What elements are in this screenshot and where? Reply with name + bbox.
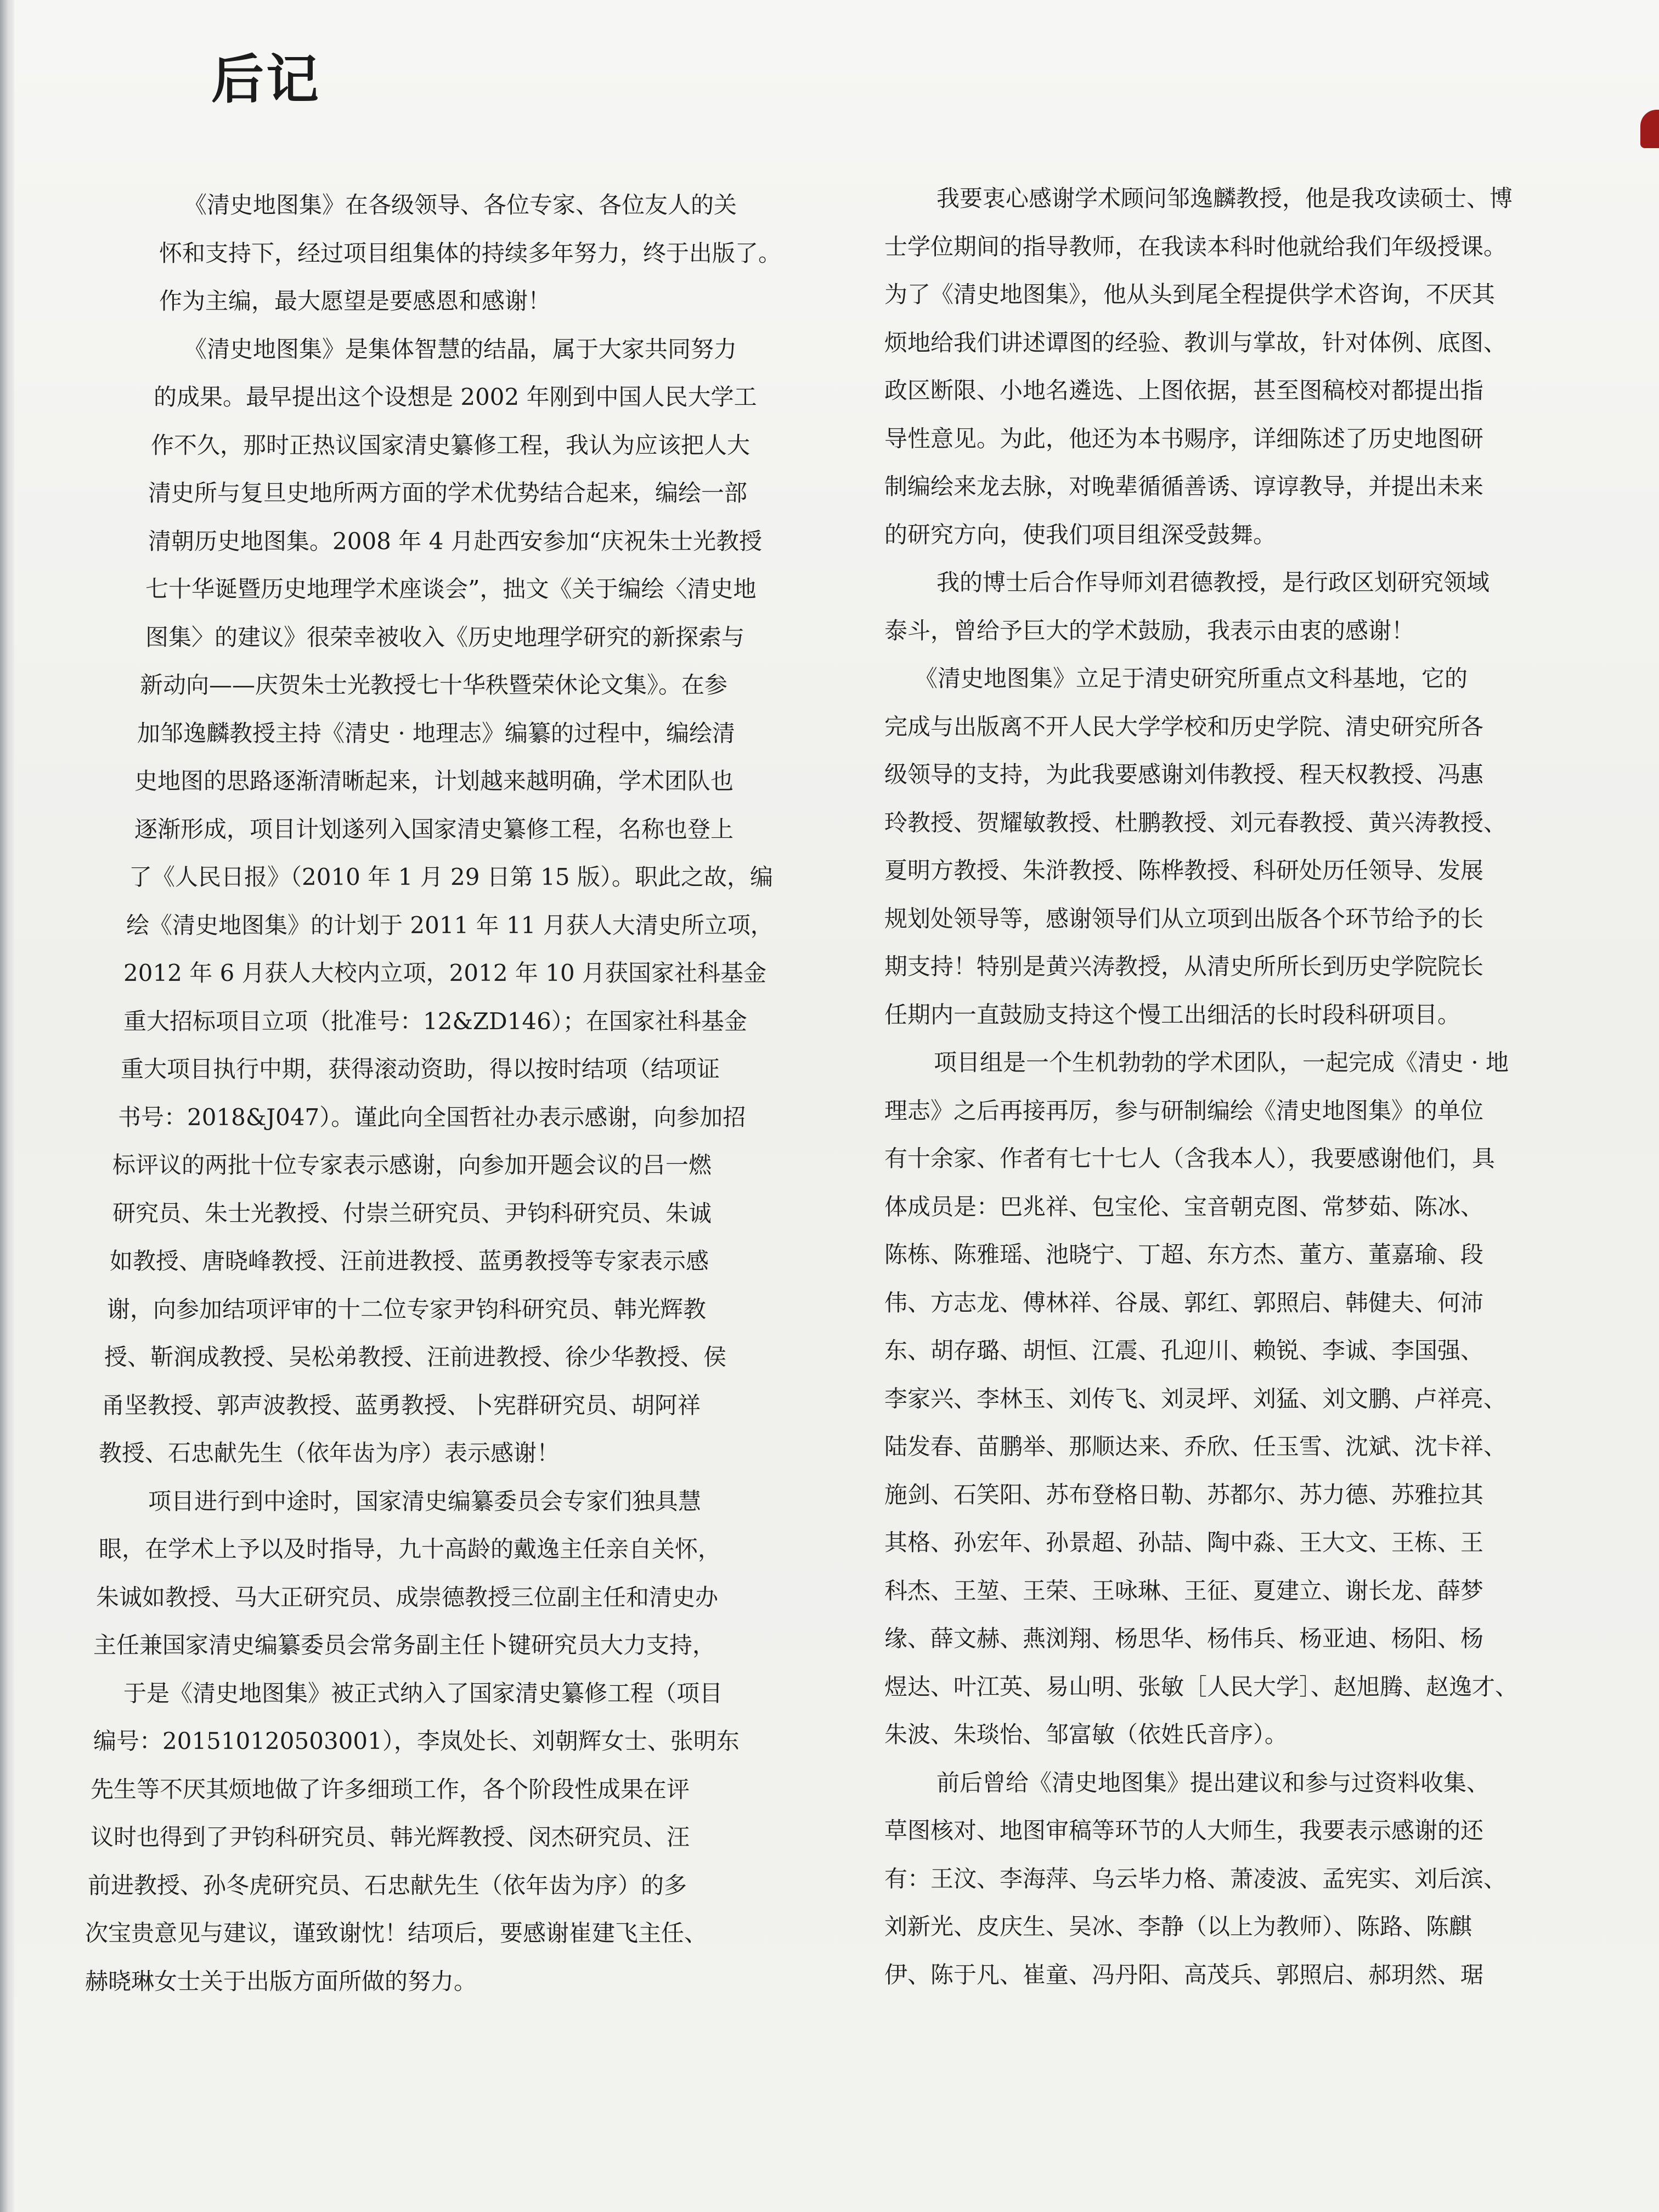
text-line: 夏明方教授、朱浒教授、陈桦教授、科研处历任领导、发展 [884,857,1484,884]
text-line: 陆发春、苗鹏举、那顺达来、乔欣、任玉雪、沈斌、沈卡祥、 [884,1433,1507,1460]
text-line: 新动向——庆贺朱士光教授七十华秩暨荣休论文集》。在参 [140,672,728,698]
text-line: 前进教授、孙冬虎研究员、石忠献先生（依年齿为序）的多 [88,1871,687,1899]
text-line: 绘《清史地图集》的计划于 2011 年 11 月获人大清史所立项， [126,911,774,939]
text-line: 谢，向参加结项评审的十二位专家尹钧科研究员、韩光辉教 [107,1295,707,1323]
text-line: 重大项目执行中期，获得滚动资助，得以按时结项（结项证 [121,1056,720,1082]
text-line: 级领导的支持，为此我要感谢刘伟教授、程天权教授、冯惠 [884,761,1484,788]
text-line: 作为主编，最大愿望是要感恩和感谢！ [159,287,551,314]
text-line: 伊、陈于凡、崔童、冯丹阳、高茂兵、郭照启、郝玥然、琚 [884,1961,1484,1988]
text-line: 完成与出版离不开人民大学学校和历史学院、清史研究所各 [884,713,1484,740]
text-line: 朱波、朱琰怡、邹富敏（依姓氏音序）。 [884,1721,1288,1748]
text-line: 项目组是一个生机勃勃的学术团队，一起完成《清史 · 地 [934,1049,1509,1076]
text-line: 《清史地图集》立足于清史研究所重点文科基地，它的 [915,665,1468,692]
text-line: 《清史地图集》是集体智慧的结晶，属于大家共同努力 [184,335,737,363]
text-line: 草图核对、地图审稿等环节的人大师生，我要表示感谢的还 [884,1817,1484,1844]
text-line: 刘新光、皮庆生、吴冰、李静（以上为教师）、陈路、陈麒 [884,1913,1472,1940]
text-line: 李家兴、李林玉、刘传飞、刘灵坪、刘猛、刘文鹏、卢祥亮、 [884,1385,1507,1412]
left-text-column [85,181,815,2145]
text-line: 其格、孙宏年、孙景超、孙喆、陶中淼、王大文、王栋、王 [884,1529,1484,1556]
text-line: 逐渐形成，项目计划遂列入国家清史纂修工程，名称也登上 [134,815,734,843]
text-line: 任期内一直鼓励支持这个慢工出细活的长时段科研项目。 [884,1001,1461,1028]
text-line: 《清史地图集》在各级领导、各位专家、各位友人的关 [184,191,737,218]
text-line: 施剑、石笑阳、苏布登格日勒、苏都尔、苏力德、苏雅拉其 [884,1481,1484,1508]
text-line: 眼，在学术上予以及时指导，九十高龄的戴逸主任亲自关怀， [99,1536,721,1562]
text-line: 我要衷心感谢学术顾问邹逸麟教授，他是我攻读硕士、博 [936,185,1513,212]
text-line: 烦地给我们讲述谭图的经验、教训与掌故，针对体例、底图、 [884,329,1507,356]
text-line: 赫晓琳女士关于出版方面所做的努力。 [85,1967,477,1995]
text-line: 士学位期间的指导教师，在我读本科时他就给我们年级授课。 [884,233,1507,260]
text-line: 史地图的思路逐渐清晰起来，计划越来越明确，学术团队也 [134,768,734,794]
text-line: 煜达、叶江英、易山明、张敏［人民大学］、赵旭腾、赵逸才、 [884,1673,1519,1700]
page-title: 后记 [211,48,321,110]
text-line: 议时也得到了尹钧科研究员、韩光辉教授、闵杰研究员、汪 [91,1824,690,1850]
text-line: 有：王汶、李海萍、乌云毕力格、萧凌波、孟宪实、刘后滨、 [884,1865,1507,1892]
text-line: 科杰、王堃、王荣、王咏琳、王征、夏建立、谢长龙、薛梦 [884,1577,1484,1604]
text-line: 编号：201510120503001），李岚处长、刘朝辉女士、张明东 [93,1728,740,1754]
red-bookmark-tab [1640,110,1659,148]
text-line: 次宝贵意见与建议，谨致谢忱！结项后，要感谢崔建飞主任、 [85,1920,708,1946]
text-line: 体成员是：巴兆祥、包宝伦、宝音朝克图、常梦茹、陈冰、 [884,1193,1484,1220]
text-line: 甬坚教授、郭声波教授、蓝勇教授、卜宪群研究员、胡阿祥 [101,1391,701,1419]
text-line: 2012 年 6 月获人大校内立项，2012 年 10 月获国家社科基金 [123,960,767,986]
text-line: 伟、方志龙、傅林祥、谷晟、郭红、郭照启、韩健夫、何沛 [884,1289,1484,1316]
text-line: 期支持！特别是黄兴涛教授，从清史所所长到历史学院院长 [884,953,1484,980]
text-line: 作不久，那时正热议国家清史纂修工程，我认为应该把人大 [151,431,751,459]
text-line: 我的博士后合作导师刘君德教授，是行政区划研究领域 [936,569,1490,596]
text-line: 授、靳润成教授、吴松弟教授、汪前进教授、徐少华教授、侯 [104,1344,727,1370]
text-line: 书号：2018&J047）。谨此向全国哲社办表示感谢，向参加招 [118,1103,746,1131]
text-line: 制编绘来龙去脉，对晚辈循循善诱、谆谆教导，并提出未来 [884,473,1484,500]
text-line: 于是《清史地图集》被正式纳入了国家清史纂修工程（项目 [123,1679,723,1707]
text-line: 规划处领导等，感谢领导们从立项到出版各个环节给予的长 [884,905,1484,932]
text-line: 重大招标项目立项（批准号：12&ZD146）；在国家社科基金 [123,1007,747,1035]
text-line: 先生等不厌其烦地做了许多细琐工作，各个阶段性成果在评 [91,1775,690,1803]
text-line: 主任兼国家清史编纂委员会常务副主任卜键研究员大力支持， [93,1632,716,1658]
text-line: 标评议的两批十位专家表示感谢，向参加开题会议的吕一燃 [112,1152,712,1178]
text-line: 导性意见。为此，他还为本书赐序，详细陈述了历史地图研 [884,425,1484,452]
text-line: 理志》之后再接再厉，参与研制编绘《清史地图集》的单位 [884,1097,1484,1124]
text-line: 清朝历史地图集。2008 年 4 月赴西安参加“庆祝朱士光教授 [148,527,763,555]
text-line: 为了《清史地图集》，他从头到尾全程提供学术咨询，不厌其 [884,281,1496,308]
text-line: 前后曾给《清史地图集》提出建议和参与过资料收集、 [936,1769,1490,1796]
text-line: 清史所与复旦史地所两方面的学术优势结合起来，编绘一部 [148,479,748,506]
text-line: 的研究方向，使我们项目组深受鼓舞。 [884,521,1277,548]
text-line: 缘、薛文赫、燕浏翔、杨思华、杨伟兵、杨亚迪、杨阳、杨 [884,1625,1484,1652]
text-line: 了《人民日报》（2010 年 1 月 29 日第 15 版）。职此之故，编 [129,864,773,890]
page-spine-shadow [0,0,14,2212]
text-line: 的成果。最早提出这个设想是 2002 年刚到中国人民大学工 [154,383,757,410]
text-line: 图集〉的建议》很荣幸被收入《历史地理学研究的新探索与 [145,623,745,651]
text-line: 研究员、朱士光教授、付崇兰研究员、尹钧科研究员、朱诚 [112,1199,712,1227]
text-line: 加邹逸麟教授主持《清史 · 地理志》编纂的过程中，编绘清 [137,719,736,747]
text-line: 教授、石忠献先生（依年齿为序）表示感谢！ [99,1440,560,1466]
text-line: 七十华诞暨历史地理学术座谈会”，拙文《关于编绘〈清史地 [145,575,757,602]
text-line: 有十余家、作者有七十七人（含我本人），我要感谢他们，具 [884,1145,1496,1172]
text-line: 玲教授、贺耀敏教授、杜鹏教授、刘元春教授、黄兴涛教授、 [884,809,1507,836]
text-line: 东、胡存璐、胡恒、江震、孔迎川、赖锐、李诚、李国强、 [884,1337,1484,1364]
text-line: 朱诚如教授、马大正研究员、成崇德教授三位副主任和清史办 [96,1583,719,1611]
text-line: 泰斗，曾给予巨大的学术鼓励，我表示由衷的感谢！ [884,617,1415,644]
text-line: 如教授、唐晓峰教授、汪前进教授、蓝勇教授等专家表示感 [110,1248,709,1274]
text-line: 政区断限、小地名遴选、上图依据，甚至图稿校对都提出指 [884,377,1484,404]
right-text-column [884,174,1644,2138]
text-line: 陈栋、陈雅瑶、池晓宁、丁超、东方杰、董方、董嘉瑜、段 [884,1241,1484,1268]
text-line: 怀和支持下，经过项目组集体的持续多年努力，终于出版了。 [159,239,782,267]
text-line: 项目进行到中途时，国家清史编纂委员会专家们独具慧 [148,1487,702,1515]
